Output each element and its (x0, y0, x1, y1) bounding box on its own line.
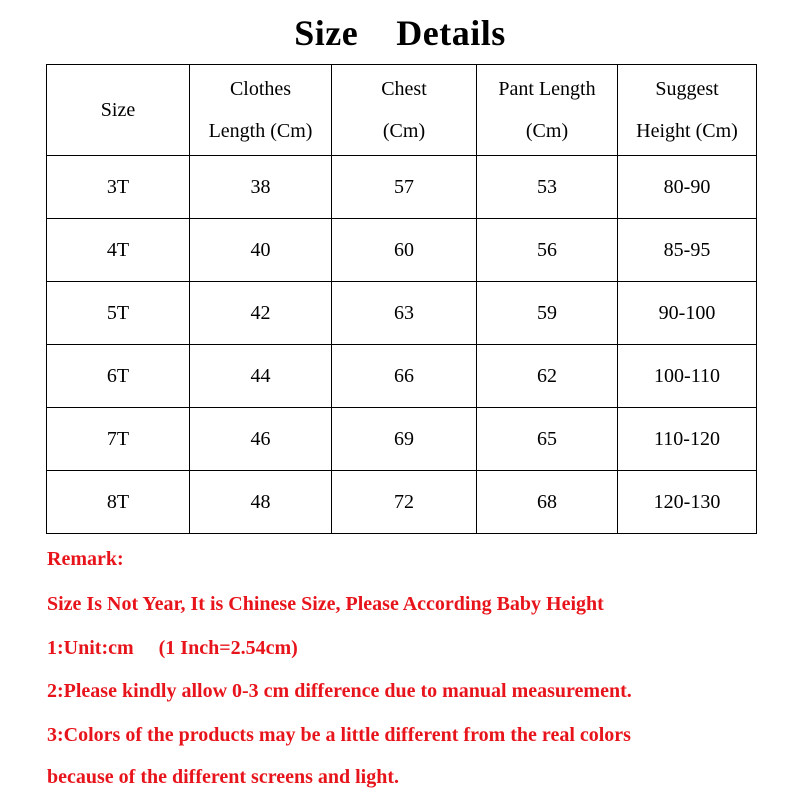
header-line: Suggest (655, 78, 719, 100)
cell-clothes-length: 42 (190, 282, 332, 345)
cell-pant-length: 56 (477, 219, 618, 282)
cell-clothes-length: 38 (190, 156, 332, 219)
remark-line-difference: 2:Please kindly allow 0-3 cm difference due to manual measurement. (47, 680, 632, 702)
page-title: Size Details (294, 13, 506, 53)
cell-clothes-length: 40 (190, 219, 332, 282)
header-line: (Cm) (382, 120, 426, 142)
header-line: Chest (381, 78, 427, 100)
cell-pant-length: 65 (477, 408, 618, 471)
remark-line-screens: because of the different screens and light. (47, 766, 400, 788)
header-size (47, 65, 190, 156)
cell-size: 7T (47, 408, 190, 471)
header-line: (Cm) (525, 120, 569, 142)
cell-clothes-length: 46 (190, 408, 332, 471)
header-line: Length (Cm) (208, 120, 313, 142)
cell-pant-length: 68 (477, 471, 618, 534)
header-line: Pant Length (498, 78, 596, 100)
cell-size: 3T (47, 156, 190, 219)
cell-size: 8T (47, 471, 190, 534)
cell-size: 6T (47, 345, 190, 408)
cell-clothes-length: 44 (190, 345, 332, 408)
remark-line-unit: 1:Unit:cm (1 Inch=2.54cm) (47, 637, 298, 659)
cell-suggest-height: 110-120 (618, 408, 757, 471)
table-row (47, 156, 757, 219)
header-clothes-length (190, 65, 332, 156)
remark-line-size-note: Size Is Not Year, It is Chinese Size, Please According Baby Height (47, 593, 604, 615)
table-row (47, 219, 757, 282)
header-chest (332, 65, 477, 156)
cell-suggest-height: 90-100 (618, 282, 757, 345)
cell-chest: 63 (332, 282, 477, 345)
header-line: Height (Cm) (636, 120, 738, 142)
table-row (47, 471, 757, 534)
remark-heading: Remark: (47, 548, 124, 570)
cell-suggest-height: 80-90 (618, 156, 757, 219)
table-row (47, 282, 757, 345)
cell-suggest-height: 100-110 (618, 345, 757, 408)
header-line: Size (100, 99, 136, 121)
table-header-row (47, 65, 757, 156)
cell-chest: 69 (332, 408, 477, 471)
cell-pant-length: 59 (477, 282, 618, 345)
size-chart-table (46, 64, 757, 534)
cell-clothes-length: 48 (190, 471, 332, 534)
cell-chest: 60 (332, 219, 477, 282)
header-line: Clothes (229, 78, 292, 100)
header-pant-length (477, 65, 618, 156)
cell-pant-length: 53 (477, 156, 618, 219)
cell-pant-length: 62 (477, 345, 618, 408)
header-suggest-height (618, 65, 757, 156)
cell-chest: 66 (332, 345, 477, 408)
cell-size: 5T (47, 282, 190, 345)
cell-size: 4T (47, 219, 190, 282)
cell-chest: 57 (332, 156, 477, 219)
cell-chest: 72 (332, 471, 477, 534)
table-row (47, 408, 757, 471)
cell-suggest-height: 120-130 (618, 471, 757, 534)
table-row (47, 345, 757, 408)
cell-suggest-height: 85-95 (618, 219, 757, 282)
remark-line-colors: 3:Colors of the products may be a little different from the real colors (47, 724, 631, 746)
